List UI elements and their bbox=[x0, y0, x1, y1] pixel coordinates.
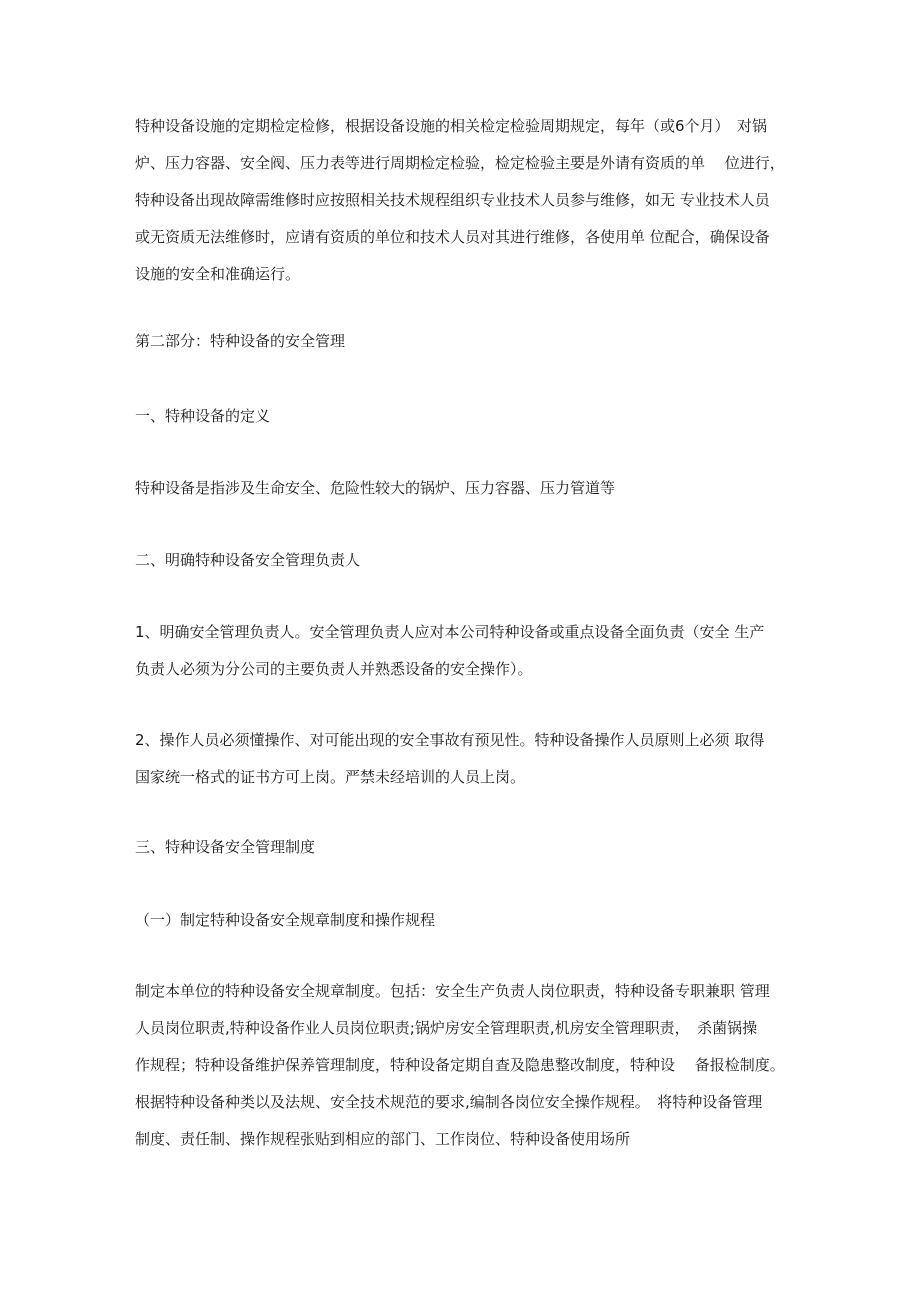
section2-title: 二、明确特种设备安全管理负责人 bbox=[135, 551, 361, 569]
part2-title: 第二部分：特种设备的安全管理 bbox=[135, 332, 346, 350]
section3-body-line-3: 作规程；特种设备维护保养管理制度，特种设备定期自查及隐患整改制度，特种设 备报检制度。 bbox=[135, 1056, 785, 1074]
section1-body: 特种设备是指涉及生命安全、危险性较大的锅炉、压力容器、压力管道等 bbox=[135, 479, 616, 497]
section3-body-line-4: 根据特种设备种类以及法规、安全技术规范的要求,编制各岗位安全操作规程。 将特种设备管理 bbox=[135, 1093, 763, 1111]
section1-title: 一、特种设备的定义 bbox=[135, 407, 271, 425]
section3-body bbox=[135, 973, 795, 1158]
section2-item2 bbox=[135, 722, 795, 796]
section2-item1-line-2: 负责人必须为分公司的主要负责人并熟悉设备的安全操作）。 bbox=[135, 660, 533, 678]
intro-line-1: 特种设备设施的定期检定检修，根据设备设施的相关检定检验周期规定，每年（或6个月） 对锅 bbox=[135, 117, 768, 135]
intro-line-3: 特种设备出现故障需维修时应按照相关技术规程组织专业技术人员参与维修，如无 专业技术人员 bbox=[135, 191, 770, 209]
section2-item1 bbox=[135, 614, 795, 688]
section3-subtitle: （一）制定特种设备安全规章制度和操作规程 bbox=[135, 911, 436, 929]
intro-paragraph bbox=[135, 108, 795, 293]
section2-item2-line-2: 国家统一格式的证书方可上岗。严禁未经培训的人员上岗。 bbox=[135, 768, 526, 786]
section3-body-line-5: 制度、责任制、操作规程张贴到相应的部门、工作岗位、特种设备使用场所 bbox=[135, 1130, 631, 1148]
section3-body-line-1: 制定本单位的特种设备安全规章制度。包括：安全生产负责人岗位职责，特种设备专职兼职 管理 bbox=[135, 982, 770, 1000]
section3-title: 三、特种设备安全管理制度 bbox=[135, 838, 316, 856]
intro-line-4: 或无资质无法维修时，应请有资质的单位和技术人员对其进行维修，各使用单 位配合，确保设备 bbox=[135, 228, 770, 246]
section2-item2-line-1: 2、操作人员必须懂操作、对可能出现的安全事故有预见性。特种设备操作人员原则上必须 取得 bbox=[135, 731, 765, 749]
intro-line-5: 设施的安全和准确运行。 bbox=[135, 265, 301, 283]
section2-item1-line-1: 1、明确安全管理负责人。安全管理负责人应对本公司特种设备或重点设备全面负责（安全 生产 bbox=[135, 623, 765, 641]
intro-line-2: 炉、压力容器、安全阀、压力表等进行周期检定检验，检定检验主要是外请有资质的单 位进行， bbox=[135, 154, 785, 172]
section3-body-line-2: 人员岗位职责,特种设备作业人员岗位职责;锅炉房安全管理职责,机房安全管理职责， 杀菌锅操 bbox=[135, 1019, 758, 1037]
